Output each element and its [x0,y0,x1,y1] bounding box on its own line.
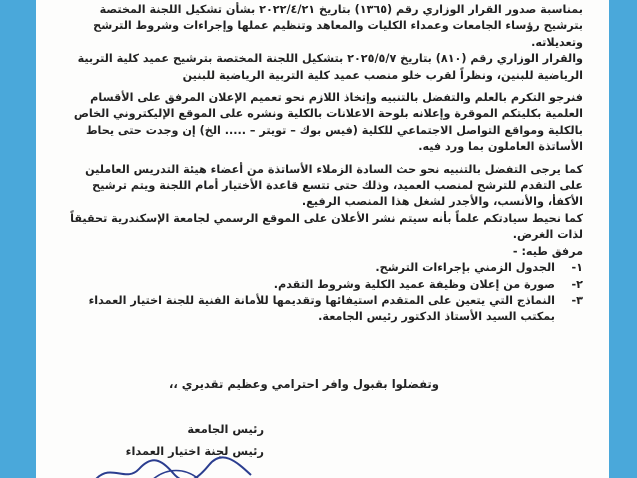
attachment-item [68,293,583,326]
signature-title-president: رئيس الجامعة [187,422,264,436]
attachment-item [68,277,583,293]
document-page [36,0,609,478]
paragraph-encourage: كما يرجى التفضل بالتنبيه نحو حث السادة الزملاء الأساتذة من أعضاء هيئة التدريس العاملين على التقدم للترشح لمنصب العميد، وذلك حتى تتسع قاعدة الأختيار أمام اللجنة ويتم ترشيح الأكفأ، والأنسب، والأجدر لشغل هذا المنصب الرفيع. [85,162,583,209]
letter-body [68,2,583,326]
paragraph-decree-810: والقرار الوزاري رقم (٨١٠) بتاريخ ٢٠٢٥/٥/٧ بتشكيل اللجنة المختصة بترشيح عميد كلية التربية الرياضية للبنين، ونظراً لقرب خلو منصب عميد كلية التربية الرياضية للبنين [77,52,583,82]
left-frame-border [0,0,36,478]
signature-title-committee: رئيس لجنة اختيار العمداء [125,444,264,458]
paragraph-decree-1365: بمناسبة صدور القرار الوزاري رقم (١٣٦٥) بتاريخ ٢٠٢٢/٤/٢١ بشأن تشكيل اللجنة المختصة بترشيح رؤساء الجامعات وعمداء الكليات والمعاهد وتنظيم عملها وإجراءات وشروط الترشح وتعديلاته. [93,3,583,49]
attachment-text: النماذج التي يتعين على المتقدم استيفائها وتقديمها للأمانة الفنية للجنة اختيار العمداء بمكتب السيد الأستاذ الدكتور رئيس الجامعة. [88,293,555,324]
attachment-number: ١- [571,261,583,275]
paragraph-request: فنرجو التكرم بالعلم والتفضل بالتنبيه وإتخاذ اللازم نحو تعميم الإعلان المرفق على الأقسام العلمية بكليتكم الموقرة وإعلانه بلوحة الاعلانات بالكلية ونشره على الموقع الإليكتروني الخاص بالكلية ومواقع التواصل الاجتماعي للكلية (فيس بوك – تويتر – ..... الخ) إن وجدت حتى يحاط الأساتذة العاملون بما ورد فيه. [73,91,583,154]
attachments-list [68,260,583,326]
attachments-title: مرفق طيه: - [512,244,583,258]
handwritten-signature-icon [91,455,261,478]
attachment-number: ٣- [571,293,583,307]
closing-line: وتفضلوا بقبول وافر احترامي وعظيم تقديري ،، [168,377,439,391]
attachment-item [68,260,583,276]
right-frame-border [609,0,637,478]
attachment-text: صورة من إعلان وظيفة عميد الكلية وشروط التقدم. [273,277,555,291]
attachment-text: الجدول الزمني بإجراءات الترشح. [375,261,555,275]
paragraph-notice: كما نحيط سيادتكم علماً بأنه سيتم نشر الأعلان على الموقع الرسمي لجامعة الإسكندرية تحقيقاً لذات الغرض. [70,211,583,242]
attachment-number: ٢- [571,277,583,291]
